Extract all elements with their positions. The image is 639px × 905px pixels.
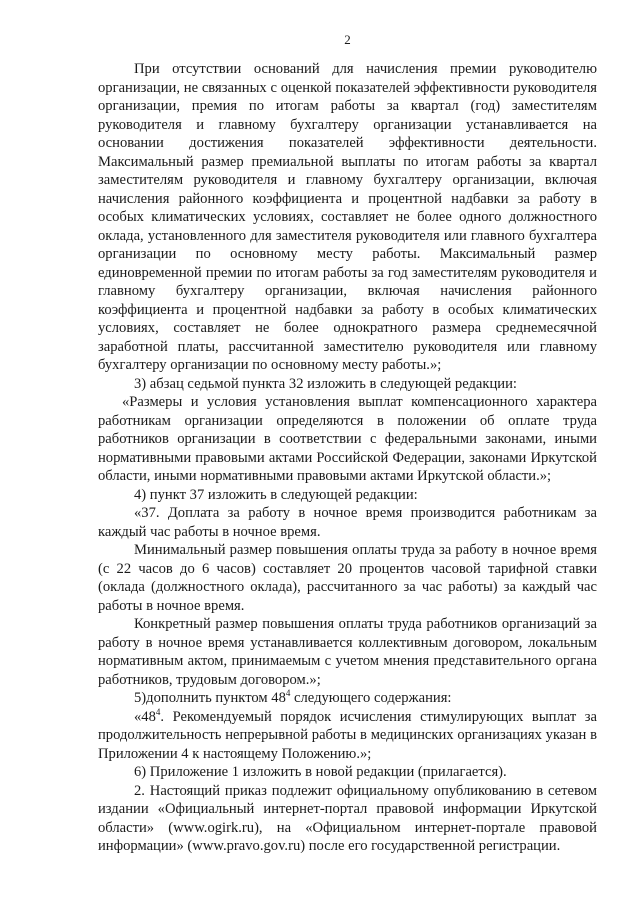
- item-5-quote-after: . Рекомендуемый порядок исчисления стимулирующих выплат за продолжительность непрерывной работы в медицинских организациях указан в Приложении 4 к настоящему Положению.»;: [98, 708, 597, 762]
- paragraph-item-3-quote: «Размеры и условия установления выплат компенсационного характера работникам организации определяются в положении об оплате труда работников организации в соответствии с федеральными законами, иными нормативными правовыми актами Российской Федерации, законами Иркутской области, иными нормативными правовыми актами Иркутской области.»;: [98, 394, 597, 484]
- paragraph-item-6: 6) Приложение 1 изложить в новой редакции (прилагается).: [134, 764, 507, 780]
- paragraph-premium-rules: При отсутствии оснований для начисления премии руководителю организации, не связанных с оценкой показателей эффективности руководителя организации, премия по итогам работы за квартал (год) заместителям руководителя и главному бухгалтеру организации устанавливается на основании достижения показателей эффективности деятельности. Максимальный размер премиальной выплаты по итогам работы за квартал заместителям руководителя и главному бухгалтеру организации, включая начисления районного коэффициента и процентной надбавки за работу в особых климатических условиях, составляет не более одного должностного оклада, установленного для заместителя руководителя или главного бухгалтера организации по основному месту работы. Максимальный размер единовременной премии по итогам работы за год заместителям руководителя и главному бухгалтеру организации, включая начисления районного коэффициента и процентной надбавки за работу в особых климатических условиях, составляет не более однократного размера среднемесячной заработной платы, рассчитанной заместителю руководителя или главному бухгалтеру организации по основному месту работы.»;: [98, 61, 597, 373]
- item-5-after: следующего содержания:: [290, 690, 452, 706]
- item-5-superscript: 4: [285, 688, 291, 699]
- paragraph-item-5: [98, 689, 597, 708]
- paragraph-item-4: 4) пункт 37 изложить в следующей редакции:: [134, 486, 418, 503]
- paragraph-night-pay-minimum: Минимальный размер повышения оплаты труда за работу в ночное время (с 22 часов до 6 часов) составляет 20 процентов часовой тарифной ставки (оклада (должностного оклада), рассчитанного за час работы) за каждый час работы в ночное время.: [98, 542, 597, 614]
- paragraph-item-4-quote: «37. Доплата за работу в ночное время производится работникам за каждый час работы в ночное время.: [98, 505, 597, 540]
- item-5-before: 5)дополнить пунктом 48: [134, 690, 286, 706]
- paragraph-night-pay-specific: Конкретный размер повышения оплаты труда работников организаций за работу в ночное время устанавливается коллективным договором, локальным нормативным актом, принимаемым с учетом мнения представительного органа работников, трудовым договором.»;: [98, 616, 597, 688]
- paragraph-item-3: 3) абзац седьмой пункта 32 изложить в следующей редакции:: [134, 375, 517, 392]
- paragraph-publication: 2. Настоящий приказ подлежит официальному опубликованию в сетевом издании «Официальный интернет-портал правовой информации Иркутской области» (www.ogirk.ru), на «Официальном интернет-портале правовой информации» (www.pravo.gov.ru) после его государственной регистрации.: [98, 782, 597, 854]
- page-number: 2: [344, 32, 351, 47]
- paragraph-item-5-quote: [98, 708, 597, 764]
- item-5-quote-superscript: 4: [155, 706, 161, 717]
- item-5-quote-before: «48: [134, 708, 156, 725]
